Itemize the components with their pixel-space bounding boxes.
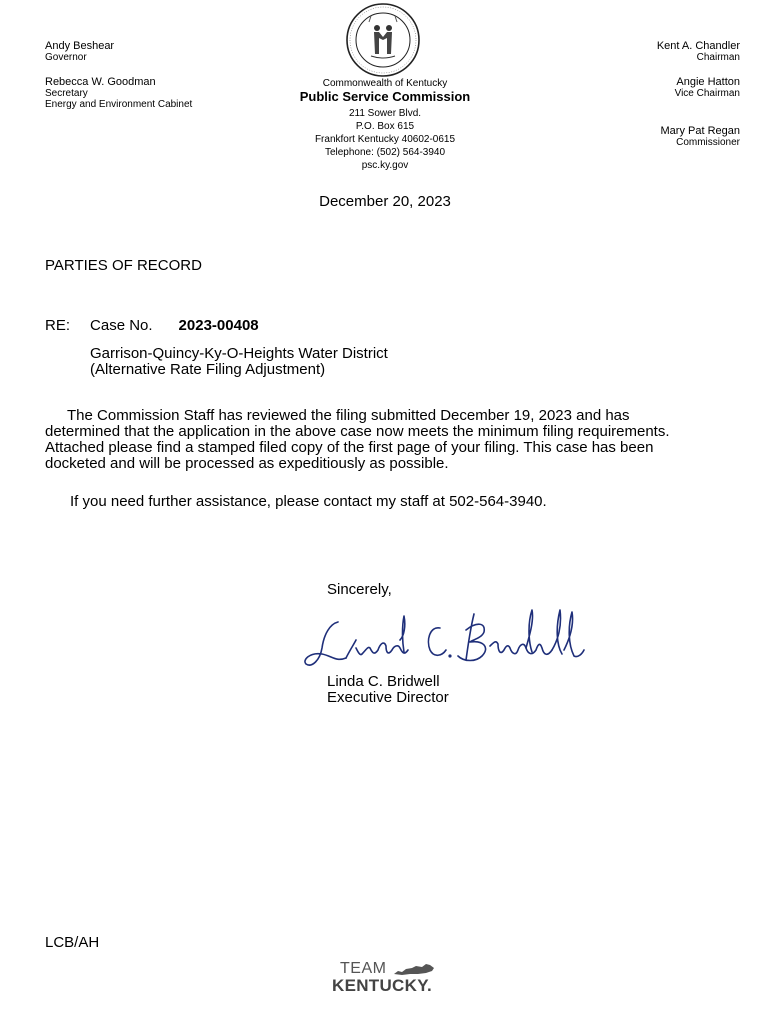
kentucky-seal-icon [345,2,421,78]
re-line [45,317,259,334]
commissioner-name: Mary Pat Regan [660,125,740,137]
chairman-block [657,40,740,63]
website: psc.ky.gov [361,160,409,171]
body-paragraph-2: If you need further assistance, please contact my staff at 502-564-3940. [70,493,547,510]
address-line-3: Frankfort Kentucky 40602-0615 [314,134,456,145]
case-label: Case No. [90,317,153,334]
governor-block [45,40,114,63]
address-line-2: P.O. Box 615 [355,121,415,132]
reference-initials: LCB/AH [45,934,100,951]
secretary-name: Rebecca W. Goodman [45,76,156,88]
vice-chairman-block [675,76,740,99]
chairman-title: Chairman [696,52,740,63]
governor-name: Andy Beshear [45,40,115,52]
signer-title: Executive Director [327,689,449,706]
re-label: RE: [45,317,71,334]
signer-name: Linda C. Bridwell [327,673,440,690]
case-number: 2023-00408 [178,317,259,334]
agency-header [285,78,485,171]
vice-chairman-title: Vice Chairman [674,88,740,99]
case-title [90,346,388,378]
address-line-1: 211 Sower Blvd. [348,108,422,119]
secretary-block [45,76,192,110]
paragraph-1-line-3: Attached please find a stamped filed copy of the first page of your filing. This case has been [45,439,654,456]
phone-number: Telephone: (502) 564-3940 [324,147,446,158]
commissioner-block [661,125,740,148]
paragraph-1-line-4: docketed and will be processed as expeditiously as possible. [45,455,449,472]
kentucky-map-icon [392,962,436,976]
commissioner-title: Commissioner [676,137,740,148]
logo-team-text: TEAM [340,960,387,977]
logo-kentucky-text: KENTUCKY. [332,976,432,995]
commonwealth-label: Commonwealth of Kentucky [322,78,448,89]
signer-block [327,674,449,706]
paragraph-1-line-1: The Commission Staff has reviewed the filing submitted December 19, 2023 and has [67,407,630,424]
case-title-line-1: Garrison-Quincy-Ky-O-Heights Water District [90,345,388,362]
body-paragraph-1 [45,408,685,472]
letter-date: December 20, 2023 [319,193,451,210]
governor-title: Governor [45,52,87,63]
secretary-cabinet: Energy and Environment Cabinet [45,99,193,110]
signature-image [300,600,585,680]
vice-chairman-name: Angie Hatton [676,76,740,88]
agency-name: Public Service Commission [299,89,471,104]
case-title-line-2: (Alternative Rate Filing Adjustment) [90,361,326,378]
closing: Sincerely, [327,581,392,598]
paragraph-1-line-2: determined that the application in the above case now meets the minimum filing requirements. [45,423,670,440]
secretary-title: Secretary [45,88,88,99]
addressee: PARTIES OF RECORD [45,257,202,274]
chairman-name: Kent A. Chandler [656,40,740,52]
